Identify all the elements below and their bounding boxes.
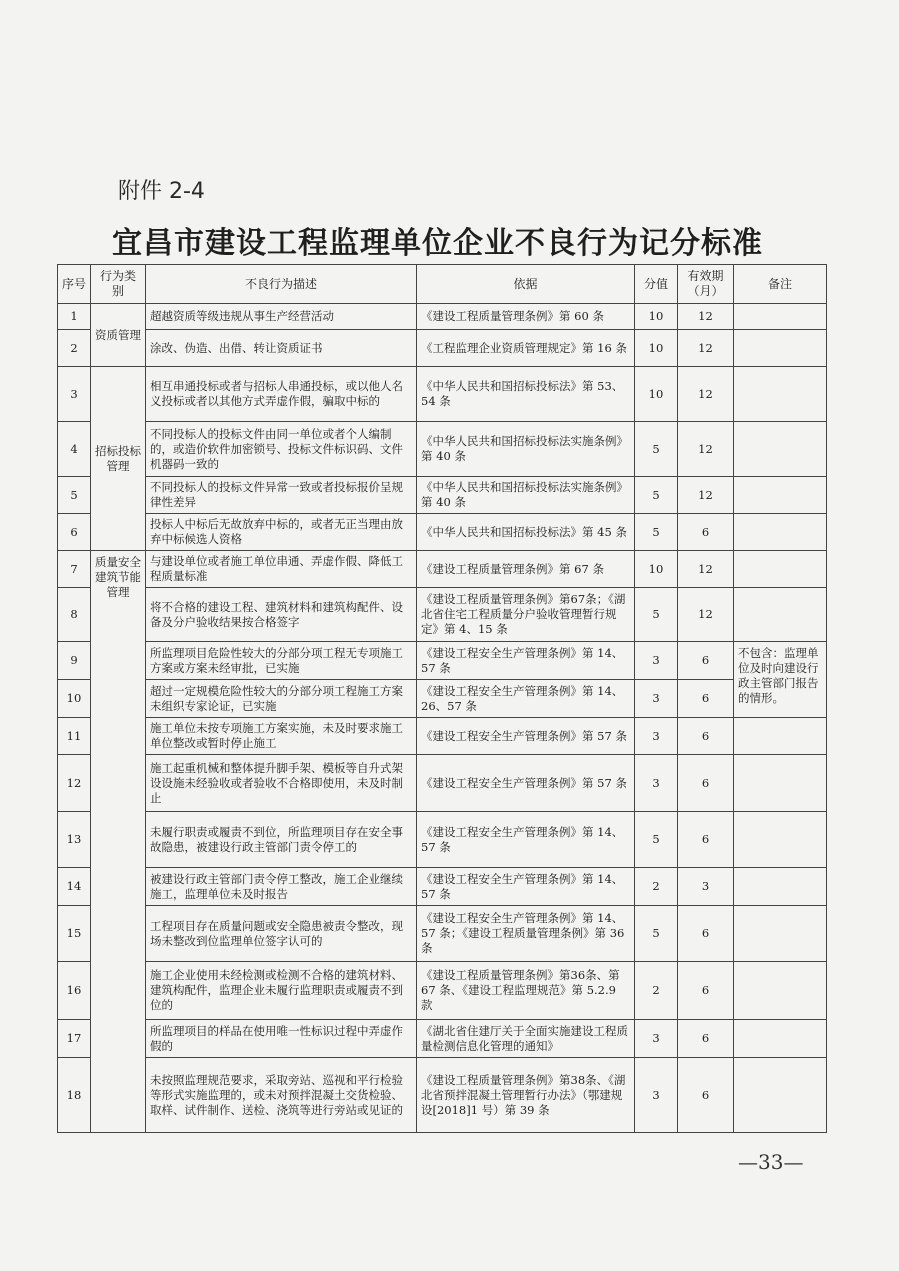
row-validity: 6 [678,962,734,1020]
row-description: 施工起重机械和整体提升脚手架、模板等自升式架设设施未经验收或者验收不合格即使用，未及时制止 [146,755,417,812]
row-remark [734,962,827,1020]
row-score: 10 [635,367,678,422]
row-description: 所监理项目的样品在使用唯一性标识过程中弄虚作假的 [146,1020,417,1058]
table-row [58,1020,827,1058]
row-validity: 12 [678,477,734,514]
row-basis: 《工程监理企业资质管理规定》第 16 条 [417,330,635,367]
row-basis: 《中华人民共和国招标投标法》第 53、54 条 [417,367,635,422]
table-row [58,680,827,718]
row-remark [734,422,827,477]
row-seq: 8 [58,588,91,642]
row-seq: 6 [58,514,91,551]
header-basis: 依据 [417,265,635,304]
header-category: 行为类别 [91,265,146,304]
row-validity: 12 [678,588,734,642]
row-score: 3 [635,642,678,680]
row-remark [734,755,827,812]
row-validity: 6 [678,680,734,718]
table-row [58,367,827,422]
row-basis: 《中华人民共和国招标投标法实施条例》第 40 条 [417,422,635,477]
row-basis: 《湖北省住建厅关于全面实施建设工程质量检测信息化管理的通知》 [417,1020,635,1058]
row-basis: 《建设工程安全生产管理条例》第 57 条 [417,718,635,755]
table-header-row [58,265,827,304]
header-seq: 序号 [58,265,91,304]
row-validity: 12 [678,551,734,588]
header-validity: 有效期（月） [678,265,734,304]
row-description: 不同投标人的投标文件由同一单位或者个人编制的，或造价软件加密锁号、投标文件标识码、文件机器码一致的 [146,422,417,477]
row-score: 3 [635,755,678,812]
row-remark [734,1020,827,1058]
row-description: 施工企业使用未经检测或检测不合格的建筑材料、建筑构配件，监理企业未履行监理职责或履责不到位的 [146,962,417,1020]
row-seq: 11 [58,718,91,755]
table-row [58,422,827,477]
row-basis: 《建设工程质量管理条例》第67条；《湖北省住宅工程质量分户验收管理暂行规定》第 4、15 条 [417,588,635,642]
row-seq: 15 [58,906,91,962]
row-remark [734,868,827,906]
row-description: 所监理项目危险性较大的分部分项工程无专项施工方案或方案未经审批，已实施 [146,642,417,680]
row-validity: 6 [678,755,734,812]
row-basis: 《中华人民共和国招标投标法实施条例》第 40 条 [417,477,635,514]
row-description: 相互串通投标或者与招标人串通投标，或以他人名义投标或者以其他方式弄虚作假，骗取中标的 [146,367,417,422]
row-basis: 《建设工程质量管理条例》第38条、《湖北省预拌混凝土管理暂行办法》（鄂建规设[2018]1 号）第 39 条 [417,1058,635,1133]
row-description: 未按照监理规范要求，采取旁站、巡视和平行检验等形式实施监理的，或未对预拌混凝土交货检验、取样、试件制作、送检、浇筑等进行旁站或见证的 [146,1058,417,1133]
row-validity: 3 [678,868,734,906]
row-basis: 《建设工程质量管理条例》第 67 条 [417,551,635,588]
table-row [58,330,827,367]
header-score: 分值 [635,265,678,304]
category-cell: 质量安全建筑节能管理 [91,551,146,1133]
table-row [58,1058,827,1133]
row-remark [734,304,827,330]
table-row [58,588,827,642]
row-score: 5 [635,514,678,551]
row-validity: 6 [678,906,734,962]
row-description: 工程项目存在质量问题或安全隐患被责令整改，现场未整改到位监理单位签字认可的 [146,906,417,962]
table-row [58,906,827,962]
row-description: 投标人中标后无故放弃中标的，或者无正当理由放弃中标候选人资格 [146,514,417,551]
row-remark [734,718,827,755]
row-description: 施工单位未按专项施工方案实施，未及时要求施工单位整改或暂时停止施工 [146,718,417,755]
row-description: 涂改、伪造、出借、转让资质证书 [146,330,417,367]
row-seq: 2 [58,330,91,367]
row-basis: 《建设工程安全生产管理条例》第 14、26、57 条 [417,680,635,718]
table-row [58,812,827,868]
row-validity: 12 [678,367,734,422]
header-description: 不良行为描述 [146,265,417,304]
row-validity: 6 [678,1020,734,1058]
category-cell: 招标投标管理 [91,367,146,551]
row-remark [734,477,827,514]
row-description: 被建设行政主管部门责令停工整改，施工企业继续施工，监理单位未及时报告 [146,868,417,906]
row-remark [734,812,827,868]
row-seq: 7 [58,551,91,588]
row-remark [734,1058,827,1133]
row-basis: 《建设工程安全生产管理条例》第 14、57 条 [417,642,635,680]
row-basis: 《建设工程安全生产管理条例》第 14、57 条 [417,812,635,868]
table-row [58,962,827,1020]
row-seq: 4 [58,422,91,477]
table-row [58,514,827,551]
row-validity: 6 [678,642,734,680]
row-seq: 13 [58,812,91,868]
row-validity: 6 [678,812,734,868]
table-row [58,868,827,906]
row-description: 超过一定规模危险性较大的分部分项工程施工方案未组织专家论证，已实施 [146,680,417,718]
row-seq: 12 [58,755,91,812]
row-seq: 10 [58,680,91,718]
row-score: 5 [635,812,678,868]
row-description: 超越资质等级违规从事生产经营活动 [146,304,417,330]
row-validity: 12 [678,330,734,367]
row-basis: 《建设工程安全生产管理条例》第 14、57 条；《建设工程质量管理条例》第 36 条 [417,906,635,962]
row-seq: 3 [58,367,91,422]
row-basis: 《建设工程质量管理条例》第 60 条 [417,304,635,330]
row-score: 3 [635,718,678,755]
table-row [58,304,827,330]
row-description: 未履行职责或履责不到位，所监理项目存在安全事故隐患，被建设行政主管部门责令停工的 [146,812,417,868]
scoring-table [57,264,827,1133]
row-validity: 12 [678,304,734,330]
row-remark [734,906,827,962]
attachment-label: 附件 2-4 [118,179,205,204]
row-seq: 14 [58,868,91,906]
row-score: 3 [635,1020,678,1058]
row-basis: 《建设工程安全生产管理条例》第 57 条 [417,755,635,812]
row-validity: 6 [678,1058,734,1133]
row-score: 10 [635,304,678,330]
table-row [58,477,827,514]
row-validity: 12 [678,422,734,477]
row-score: 3 [635,680,678,718]
row-description: 与建设单位或者施工单位串通、弄虚作假、降低工程质量标准 [146,551,417,588]
row-score: 5 [635,588,678,642]
row-remark [734,588,827,642]
table-row [58,755,827,812]
row-seq: 17 [58,1020,91,1058]
row-remark [734,330,827,367]
header-remark: 备注 [734,265,827,304]
row-score: 10 [635,551,678,588]
row-remark [734,551,827,588]
row-basis: 《建设工程安全生产管理条例》第 14、57 条 [417,868,635,906]
row-score: 5 [635,477,678,514]
row-validity: 6 [678,514,734,551]
table-row [58,718,827,755]
row-seq: 18 [58,1058,91,1133]
row-remark [734,367,827,422]
row-remark: 不包含：监理单位及时向建设行政主管部门报告的情形。 [734,642,827,718]
row-remark [734,514,827,551]
row-seq: 5 [58,477,91,514]
row-seq: 16 [58,962,91,1020]
row-score: 2 [635,962,678,1020]
category-cell: 资质管理 [91,304,146,367]
row-description: 不同投标人的投标文件异常一致或者投标报价呈规律性差异 [146,477,417,514]
row-validity: 6 [678,718,734,755]
row-score: 3 [635,1058,678,1133]
row-score: 10 [635,330,678,367]
row-score: 2 [635,868,678,906]
table-row [58,642,827,680]
row-score: 5 [635,422,678,477]
document-title: 宜昌市建设工程监理单位企业不良行为记分标准 [112,226,763,261]
page-number: —33— [738,1150,804,1174]
row-seq: 9 [58,642,91,680]
row-basis: 《中华人民共和国招标投标法》第 45 条 [417,514,635,551]
row-basis: 《建设工程质量管理条例》第36条、第 67 条、《建设工程监理规范》第 5.2.9 款 [417,962,635,1020]
row-seq: 1 [58,304,91,330]
table-row [58,551,827,588]
row-description: 将不合格的建设工程、建筑材料和建筑构配件、设备及分户验收结果按合格签字 [146,588,417,642]
row-score: 5 [635,906,678,962]
